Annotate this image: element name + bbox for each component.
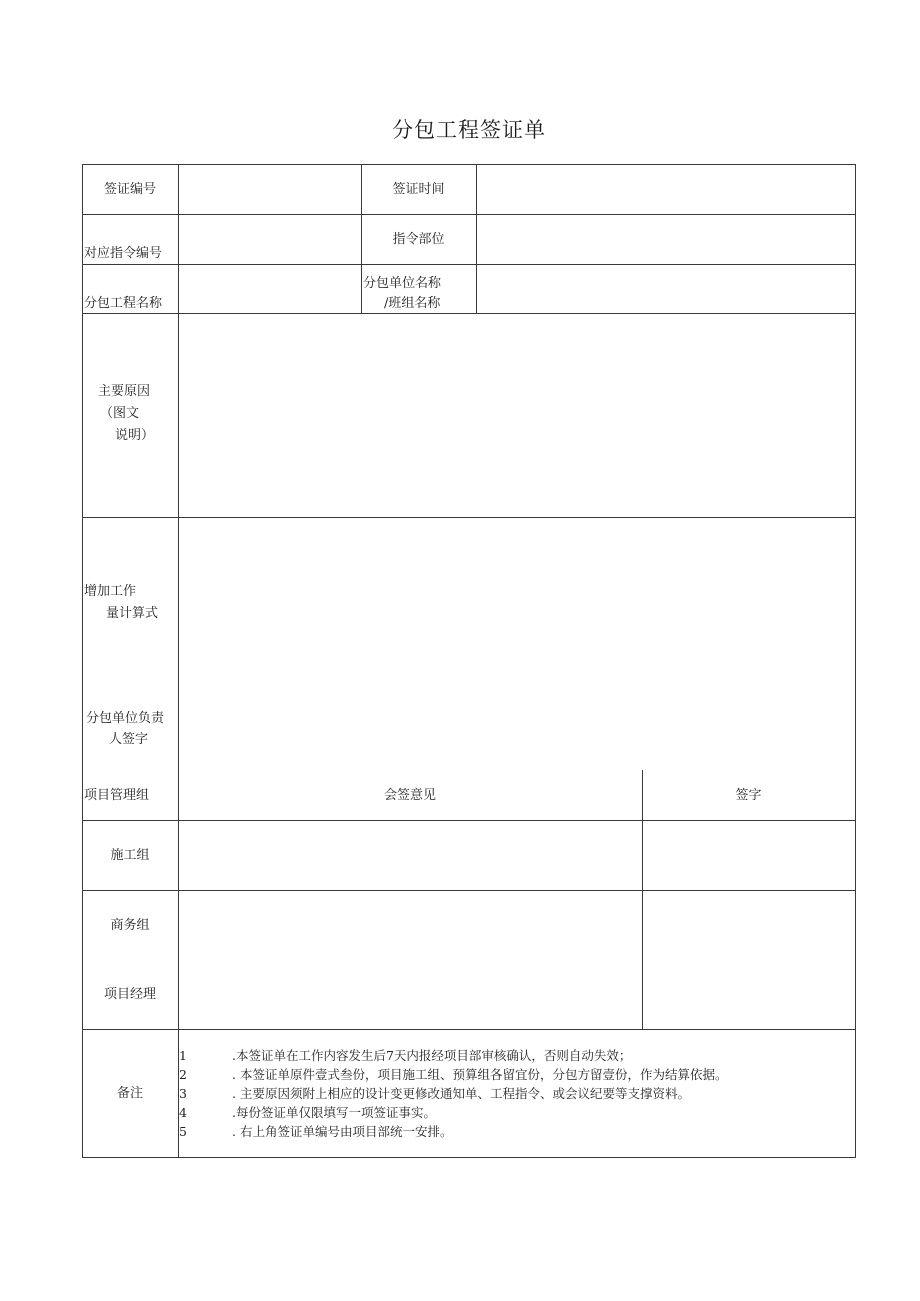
subcontract-unit-label-line2: /班组名称 bbox=[384, 296, 441, 311]
business-group-label: 商务组 bbox=[110, 918, 150, 933]
note-text: . 本签证单原件壹式叁份，项目施工组、预算组各留宜份，分包方留壹份，作为结算依据。 bbox=[232, 1067, 728, 1082]
subcontract-project-field[interactable] bbox=[179, 265, 361, 313]
workload-and-signature-field[interactable] bbox=[179, 518, 855, 770]
opinion-header: 会签意见 bbox=[383, 788, 436, 803]
instruction-number-field[interactable] bbox=[179, 215, 361, 264]
page-title: 分包工程签证单 bbox=[392, 118, 546, 142]
workload-label-line1: 增加工作 bbox=[84, 584, 137, 599]
note-number: 3 bbox=[179, 1086, 187, 1101]
subcontract-project-label: 分包工程名称 bbox=[84, 296, 163, 311]
notes-label: 备注 bbox=[116, 1086, 143, 1101]
construction-group-opinion-field[interactable] bbox=[179, 821, 642, 890]
note-text: . 主要原因须附上相应的设计变更修改通知单、工程指令、或会议纪要等支撑资料。 bbox=[232, 1086, 690, 1101]
note-number: 2 bbox=[179, 1067, 187, 1082]
subcontract-unit-label-line1: 分包单位名称 bbox=[363, 276, 442, 291]
subcontractor-signer-label-line1: 分包单位负责 bbox=[86, 711, 165, 726]
note-number: 1 bbox=[179, 1048, 187, 1063]
instruction-location-label: 指令部位 bbox=[392, 232, 445, 247]
table-bottom-border bbox=[82, 1157, 856, 1158]
visa-number-label: 签证编号 bbox=[103, 182, 156, 197]
subcontractor-signer-label-line2: 人签字 bbox=[109, 732, 149, 747]
visa-time-label: 签证时间 bbox=[392, 182, 445, 197]
visa-number-field[interactable] bbox=[179, 165, 361, 214]
construction-group-signature-field[interactable] bbox=[643, 821, 855, 890]
instruction-location-field[interactable] bbox=[477, 215, 855, 264]
main-reason-label-line1: 主要原因 bbox=[98, 384, 151, 399]
workload-label-line2: 量计算式 bbox=[106, 606, 159, 621]
note-number: 4 bbox=[179, 1105, 187, 1120]
construction-group-label: 施工组 bbox=[110, 848, 150, 863]
main-reason-field[interactable] bbox=[179, 314, 855, 517]
business-manager-signature-field[interactable] bbox=[643, 891, 855, 1029]
note-text: .每份签证单仅限填写一项签证事实。 bbox=[232, 1105, 436, 1120]
subcontract-unit-field[interactable] bbox=[477, 265, 855, 313]
note-text: . 右上角签证单编号由项目部统一安排。 bbox=[232, 1124, 453, 1139]
instruction-number-label: 对应指令编号 bbox=[84, 246, 163, 261]
project-management-group-header: 项目管理组 bbox=[84, 788, 150, 803]
business-manager-opinion-field[interactable] bbox=[179, 891, 642, 1029]
visa-time-field[interactable] bbox=[477, 165, 855, 214]
signature-header: 签字 bbox=[735, 788, 762, 803]
note-number: 5 bbox=[179, 1124, 187, 1139]
main-reason-label-line2: （图文 bbox=[100, 406, 140, 421]
row-separator-7 bbox=[82, 1029, 856, 1030]
project-manager-label: 项目经理 bbox=[103, 987, 156, 1002]
main-reason-label-line3: 说明） bbox=[115, 428, 155, 443]
note-text: .本签证单在工作内容发生后7天内报经项目部审核确认，否则自动失效； bbox=[232, 1048, 632, 1063]
